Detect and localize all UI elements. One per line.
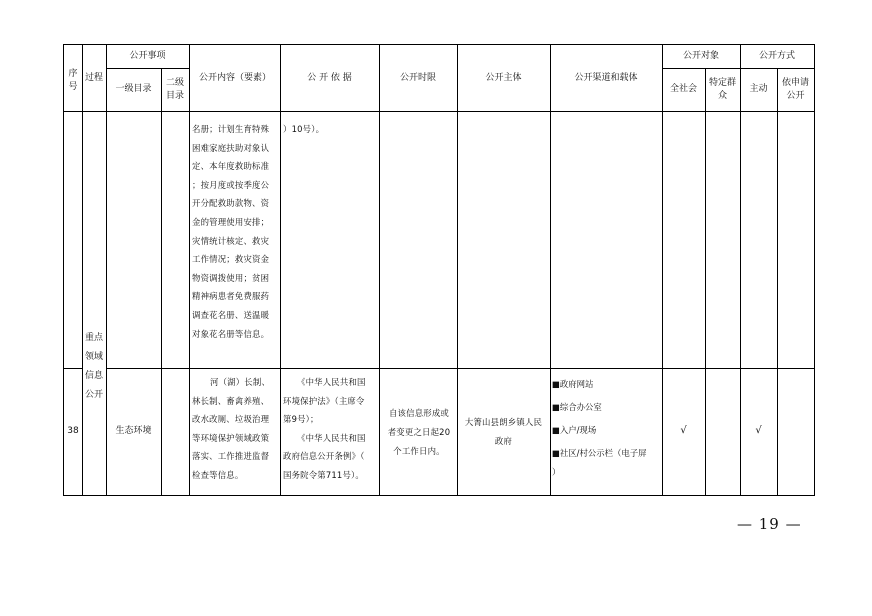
col-line xyxy=(161,68,162,495)
col-line xyxy=(280,45,281,495)
content-line: 对象花名册等信息。 xyxy=(192,328,270,339)
time-line: 者变更之日起20 xyxy=(387,427,451,437)
content-line: 定、本年度救助标准 xyxy=(192,161,270,172)
basis-line: 政府信息公开条例》（ xyxy=(283,451,365,462)
channel-item: ） xyxy=(552,467,561,477)
col-line xyxy=(550,45,551,495)
content-line: 名册；计划生育特殊 xyxy=(192,124,270,134)
continuation-basis xyxy=(283,120,377,139)
row-line xyxy=(64,111,814,112)
content-line: 调查花名册、送温暖 xyxy=(192,309,270,320)
header-time-limit: 公开时限 xyxy=(399,72,436,83)
header-content: 公开内容（要素） xyxy=(199,72,272,83)
row-38-level1: 生态环境 xyxy=(115,426,152,436)
disclosure-table xyxy=(63,44,815,496)
row-line xyxy=(106,368,814,369)
content-line: 河（湖）长制、 xyxy=(210,377,271,387)
header-target-all: 全社会 xyxy=(669,84,697,94)
row-38-subject xyxy=(458,413,549,451)
header-method-active: 主动 xyxy=(749,84,768,94)
content-line: 金的管理使用安排； xyxy=(192,216,270,227)
content-line: 灾情统计核定、救灾 xyxy=(192,235,270,246)
col-line xyxy=(379,45,380,495)
header-level2: 二级目录 xyxy=(165,78,184,101)
col-line xyxy=(777,68,778,495)
basis-line: 国务院令第711号）。 xyxy=(283,469,364,480)
basis-line: 《中华人民共和国 xyxy=(297,432,366,443)
content-line: 工作情况；救灾资金 xyxy=(192,254,270,265)
time-line: 个工作日内。 xyxy=(393,446,445,456)
channel-item: ■社区/村公示栏（电子屏 xyxy=(552,448,647,458)
row-38-content xyxy=(192,373,278,485)
content-line: 检查等信息。 xyxy=(192,469,244,480)
content-line: 改水改厕、垃圾治理 xyxy=(192,414,270,425)
header-seq: 序号 xyxy=(68,69,78,92)
header-method: 公开方式 xyxy=(758,51,795,61)
content-line: 物资调拨使用；贫困 xyxy=(192,272,270,283)
channel-item: ■综合办公室 xyxy=(552,402,602,412)
header-target: 公开对象 xyxy=(682,51,719,61)
header-subject: 公开主体 xyxy=(485,72,522,83)
header-method-request: 依申请公开 xyxy=(781,78,809,101)
row-38-basis xyxy=(283,373,377,485)
content-line: ；按月度或按季度公 xyxy=(192,179,270,190)
content-line: 困难家庭扶助对象认 xyxy=(192,142,270,153)
row-38-seq: 38 xyxy=(67,426,79,436)
content-line: 等环境保护领域政策 xyxy=(192,432,270,443)
row-38-method-active-check: √ xyxy=(755,424,762,436)
header-process: 过程 xyxy=(84,72,103,83)
process-label: 重点领域信息公开 xyxy=(85,333,104,400)
channel-item: ■入户/现场 xyxy=(552,425,597,435)
continuation-content xyxy=(192,120,278,343)
header-target-group: 特定群众 xyxy=(709,78,737,101)
subject-line: 大箐山县朗乡镇人民 xyxy=(464,417,543,427)
subject-line: 政府 xyxy=(494,436,513,446)
basis-line: 第9号）； xyxy=(283,414,319,425)
header-level1: 一级目录 xyxy=(115,84,152,94)
content-line: 开分配救助款物、资 xyxy=(192,198,270,209)
header-items: 公开事项 xyxy=(129,51,166,61)
header-channel: 公开渠道和载体 xyxy=(574,72,638,83)
basis-line: 《中华人民共和国 xyxy=(297,377,366,387)
col-line xyxy=(189,45,190,495)
channel-item: ■政府网站 xyxy=(552,379,594,389)
content-line: 林长制、畜禽养殖、 xyxy=(192,395,270,406)
page-number: — 19 — xyxy=(737,515,802,533)
basis-line: ）10号）。 xyxy=(283,124,325,134)
row-38-target-all-check: √ xyxy=(680,424,687,436)
col-line xyxy=(82,45,83,495)
col-line xyxy=(705,68,706,495)
row-38-time-limit xyxy=(382,404,456,461)
basis-line: 环境保护法》（主席令 xyxy=(283,395,365,406)
content-line: 落实、工作推进监督 xyxy=(192,451,270,462)
time-line: 自该信息形成或 xyxy=(388,408,450,418)
content-line: 精神病患者免费服药 xyxy=(192,291,270,302)
header-basis: 公 开 依 据 xyxy=(307,72,352,83)
row-38-channels xyxy=(552,373,660,479)
